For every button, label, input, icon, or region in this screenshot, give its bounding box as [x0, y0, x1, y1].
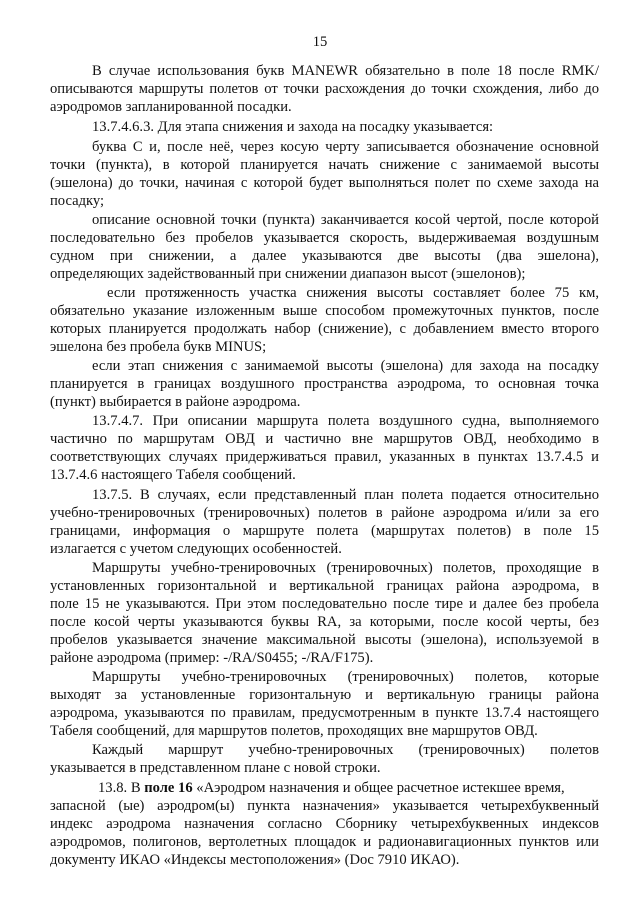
text-line: после косой черты указываются буквы RA, за которыми, после косой черты, без	[50, 614, 599, 630]
text-line: (пункт) выбирается в районе аэродрома.	[50, 394, 301, 410]
text-line: поле 15 не указываются. При этом последовательно после тире и далее без пробела	[50, 596, 599, 612]
text-line: Табеля сообщений, для маршрутов полетов, проходящих вне маршрутов ОВД.	[50, 723, 538, 739]
section-heading-13-7-5: 13.7.5. В случаях, если представленный план полета подается относительно	[92, 487, 599, 503]
text-line: если этап снижения с занимаемой высоты (эшелона) для захода на посадку	[92, 358, 599, 374]
text-line: последовательно без пробелов указывается скорость, выдерживаемая воздушным	[50, 230, 599, 246]
page-number: 15	[312, 34, 328, 50]
text-line: аэродрома, указываются по правилам, предусмотренным в пункте 13.7.4 настоящего	[50, 705, 599, 721]
text-line: выходят за установленные горизонтальную и вертикальную границы района	[50, 687, 599, 703]
section-number-13-8: 13.8. В	[98, 780, 145, 796]
text-line: посадку;	[50, 193, 105, 209]
text-line: частично по маршрутам ОВД и частично вне маршрутов ОВД, необходимо в	[50, 431, 599, 447]
text-line: определяющих задействованный при снижении диапазон высот (эшелонов);	[50, 266, 526, 282]
text-line: (эшелона) до точки, начиная с которой будет выполняться полет по схеме захода на	[50, 175, 599, 191]
text-line: судном при снижении, а далее указываются две высоты (два эшелона),	[50, 248, 599, 264]
text-line: буква С и, после неё, через косую черту записывается обозначение основной	[92, 139, 599, 155]
section-heading-13-7-4-7: 13.7.4.7. При описании маршрута полета воздушного судна, выполняемого	[92, 413, 599, 429]
field-16-label: поле 16	[144, 780, 193, 796]
text-line: обязательно указание изложенным выше способом промежуточных пунктов, после	[50, 303, 599, 319]
text-line: если протяженность участка снижения высоты составляет более 75 км,	[107, 285, 599, 301]
text-line: районе аэродрома (пример: -/RA/S0455; -/RA/F175).	[50, 650, 374, 666]
text-line: учебно-тренировочных (тренировочных) полетов в районе аэродрома и/или за его	[50, 505, 599, 521]
text-line: описание основной точки (пункта) заканчивается косой чертой, после которой	[92, 212, 599, 228]
text-line: 13.7.4.6 настоящего Табеля сообщений.	[50, 467, 296, 483]
text-line: документу ИКАО «Индексы местоположения» (Doc 7910 ИКАО).	[50, 852, 460, 868]
text-line: излагается с учетом следующих особенностей.	[50, 541, 342, 557]
text-line: аэродромов, полигонов, вертолетных площадок и радионавигационных пунктов или	[50, 834, 599, 850]
text-line: планируется в границах воздушного пространства аэродрома, то основная точка	[50, 376, 599, 392]
section-heading-13-8	[98, 779, 565, 797]
text-line: аэродромов запланированной посадки.	[50, 99, 292, 115]
text-line: соответствующих случаях придерживаться правил, указанных в пунктах 13.7.4.5 и	[50, 449, 599, 465]
text-line: которых планируется продолжать набор (снижение), с добавлением вместо второго	[50, 321, 599, 337]
text-line: границами, информация о маршруте полета (маршрутах полетов) в поле 15	[50, 523, 599, 539]
text-line: Маршруты учебно-тренировочных (тренировочных) полетов, которые	[92, 669, 599, 685]
text-line: указывается в представленном плане с новой строки.	[50, 760, 381, 776]
text-line: Каждый маршрут учебно-тренировочных (тренировочных) полетов	[92, 742, 599, 758]
text-line: эшелона без пробела букв MINUS;	[50, 339, 267, 355]
text-line: пробелов указывается значение максимальной высоты (эшелона), используемой в	[50, 632, 599, 648]
section-heading-13-7-4-6-3: 13.7.4.6.3. Для этапа снижения и захода на посадку указывается:	[92, 119, 494, 135]
text-line: точки (пункта), в которой планируется начать снижение с занимаемой высоты	[50, 157, 599, 173]
text-line: индекс аэродрома назначения согласно Сборнику четырехбуквенных индексов	[50, 816, 599, 832]
text-line: В случае использования букв MANEWR обязательно в поле 18 после RMK/	[92, 63, 599, 79]
text-line: описываются маршруты полетов от точки расхождения до точки схождения, либо до	[50, 81, 599, 97]
text-line: Маршруты учебно-тренировочных (тренировочных) полетов, проходящие в	[92, 560, 599, 576]
field-16-title: «Аэродром назначения и общее расчетное истекшее время,	[192, 780, 565, 796]
text-line: установленных горизонтальной и вертикальной границах района аэродрома, в	[50, 578, 599, 594]
text-line: запасной (ые) аэродром(ы) пункта назначения» указывается четырехбуквенный	[50, 798, 599, 814]
